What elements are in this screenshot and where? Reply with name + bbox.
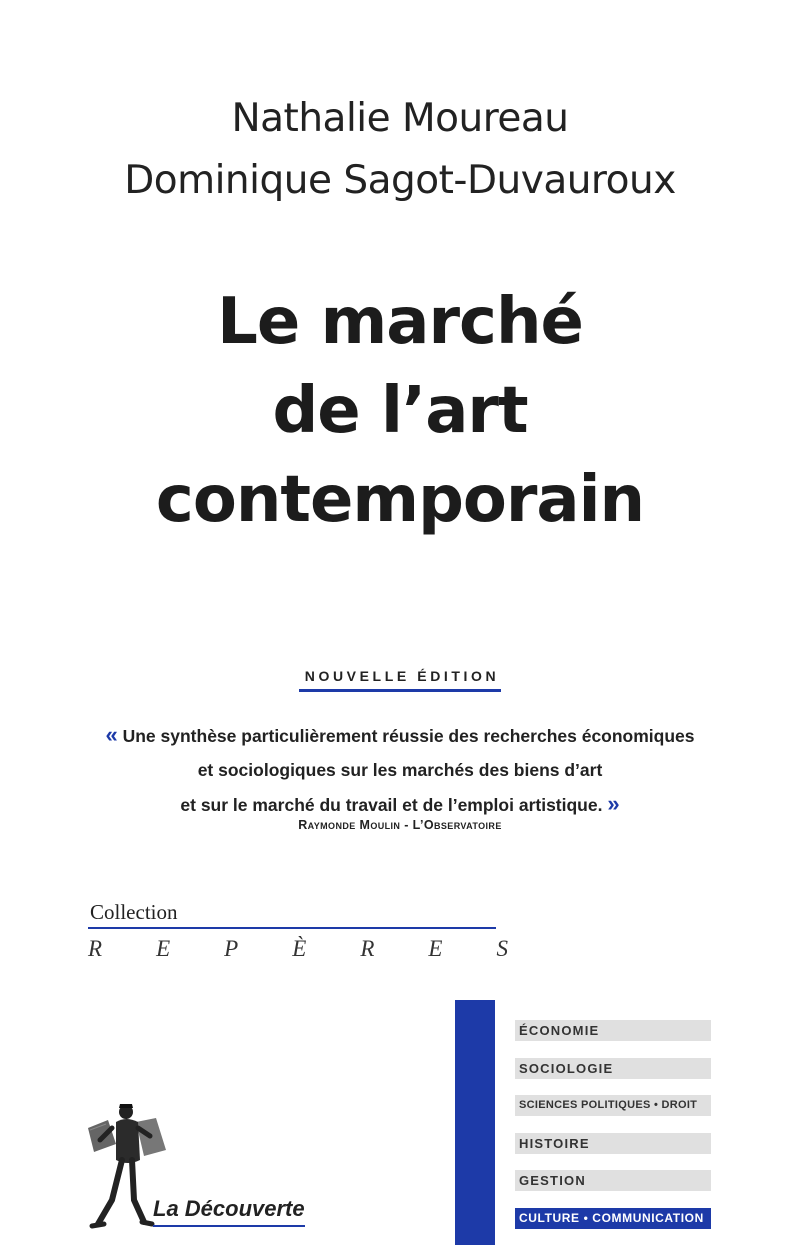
collection-letter: R <box>88 936 103 961</box>
title-line: contemporain <box>155 463 645 537</box>
quote-text: et sur le marché du travail et de l’emploi artistique. <box>180 795 603 815</box>
collection-letter: R <box>360 936 375 961</box>
subject-list <box>515 1020 711 1246</box>
quote-line: et sociologiques sur les marchés des biens d’art <box>197 760 603 780</box>
collection-label: Collection <box>90 900 178 924</box>
quote-source: Raymonde Moulin - L’Observatoire <box>298 818 502 832</box>
close-quote-mark: » <box>607 791 620 816</box>
title-line: de l’art <box>272 374 528 448</box>
quote-line <box>0 787 800 822</box>
subject-gestion: GESTION <box>515 1170 711 1191</box>
subject-economie: ÉCONOMIE <box>515 1020 711 1041</box>
authors <box>0 88 800 212</box>
collection-name <box>88 936 508 962</box>
quote-text: Une synthèse particulièrement réussie des recherches économiques <box>122 726 695 746</box>
blurb-quote <box>0 718 800 822</box>
publisher-name: La Découverte <box>153 1196 305 1227</box>
collection-divider <box>88 927 496 929</box>
collection-letter: P <box>224 936 239 961</box>
collection-letter: S <box>496 936 508 961</box>
subject-sciences-politiques-droit: SCIENCES POLITIQUES • DROIT <box>515 1095 711 1116</box>
author-name: Nathalie Moureau <box>231 96 569 141</box>
collection-letter: E <box>428 936 443 961</box>
edition-banner <box>0 666 800 692</box>
accent-bar <box>455 1000 495 1245</box>
collection-letter: È <box>292 936 307 961</box>
edition-label: NOUVELLE ÉDITION <box>299 668 502 692</box>
title-line: Le marché <box>217 285 583 359</box>
collection-letter: E <box>156 936 171 961</box>
subject-sociologie: SOCIOLOGIE <box>515 1058 711 1079</box>
subject-histoire: HISTOIRE <box>515 1133 711 1154</box>
subject-culture-communication: CULTURE • COMMUNICATION <box>515 1208 711 1229</box>
book-title <box>0 278 800 545</box>
author-name: Dominique Sagot-Duvauroux <box>124 158 676 203</box>
quote-line <box>0 718 800 753</box>
open-quote-mark: « <box>105 722 118 747</box>
